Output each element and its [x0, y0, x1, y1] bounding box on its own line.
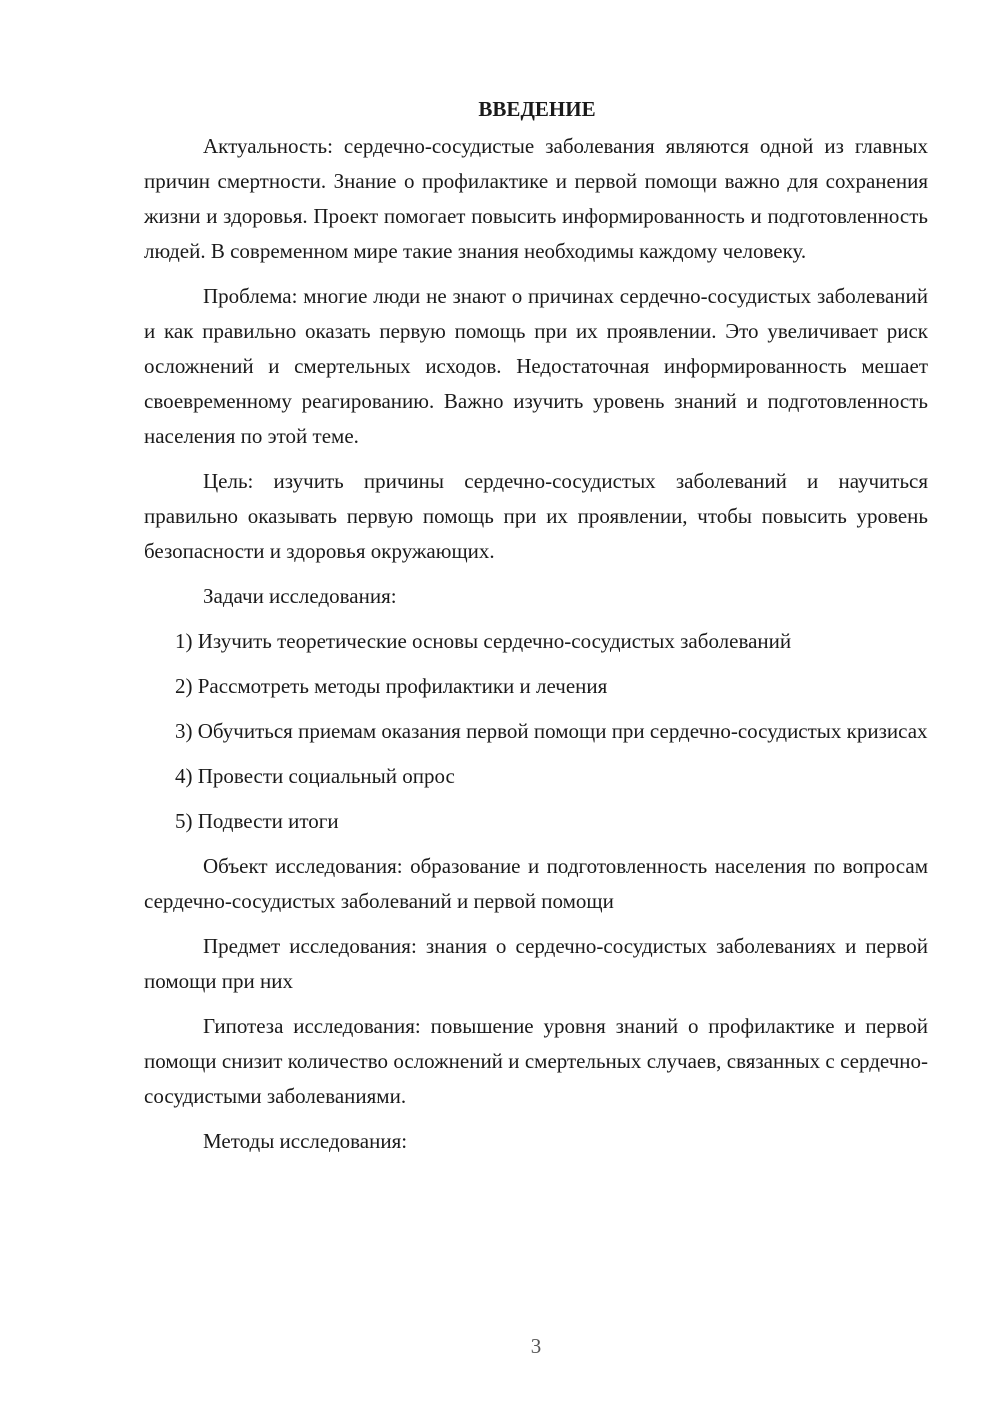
task-item: 3) Обучиться приемам оказания первой помощи при сердечно-сосудистых кризисах [175, 719, 928, 743]
paragraph-problem: Проблема: многие люди не знают о причинах сердечно-сосудистых заболеваний и как правильно оказать первую помощь при их проявлении. Это увеличивает риск осложнений и смертельных исходов. Недостаточная информированность мешает своевременному реагированию. Важно изучить уровень знаний и подготовленность населения по этой теме. [144, 284, 928, 448]
paragraph-hypothesis: Гипотеза исследования: повышение уровня знаний о профилактике и первой помощи снизит количество осложнений и смертельных случаев, связанных с сердечно-сосудистыми заболеваниями. [144, 1014, 928, 1108]
paragraph-object: Объект исследования: образование и подготовленность населения по вопросам сердечно-сосудистых заболеваний и первой помощи [144, 854, 928, 913]
document-page [144, 92, 928, 1169]
task-item: 1) Изучить теоретические основы сердечно-сосудистых заболеваний [175, 629, 792, 653]
paragraph-subject: Предмет исследования: знания о сердечно-сосудистых заболеваниях и первой помощи при них [144, 934, 928, 993]
tasks-heading: Задачи исследования: [203, 584, 397, 608]
paragraph-relevance: Актуальность: сердечно-сосудистые заболевания являются одной из главных причин смертности. Знание о профилактике и первой помощи важно для сохранения жизни и здоровья. Проект помогает повысить информированность и подготовленность людей. В современном мире такие знания необходимы каждому человеку. [144, 134, 928, 263]
task-item: 2) Рассмотреть методы профилактики и лечения [175, 674, 608, 698]
page-number: 3 [530, 1334, 542, 1358]
task-item: 5) Подвести итоги [175, 809, 339, 833]
paragraph-goal: Цель: изучить причины сердечно-сосудистых заболеваний и научиться правильно оказывать первую помощь при их проявлении, чтобы повысить уровень безопасности и здоровья окружающих. [144, 469, 928, 563]
methods-heading: Методы исследования: [203, 1129, 408, 1153]
section-title: ВВЕДЕНИЕ [478, 97, 596, 121]
task-item: 4) Провести социальный опрос [175, 764, 455, 788]
